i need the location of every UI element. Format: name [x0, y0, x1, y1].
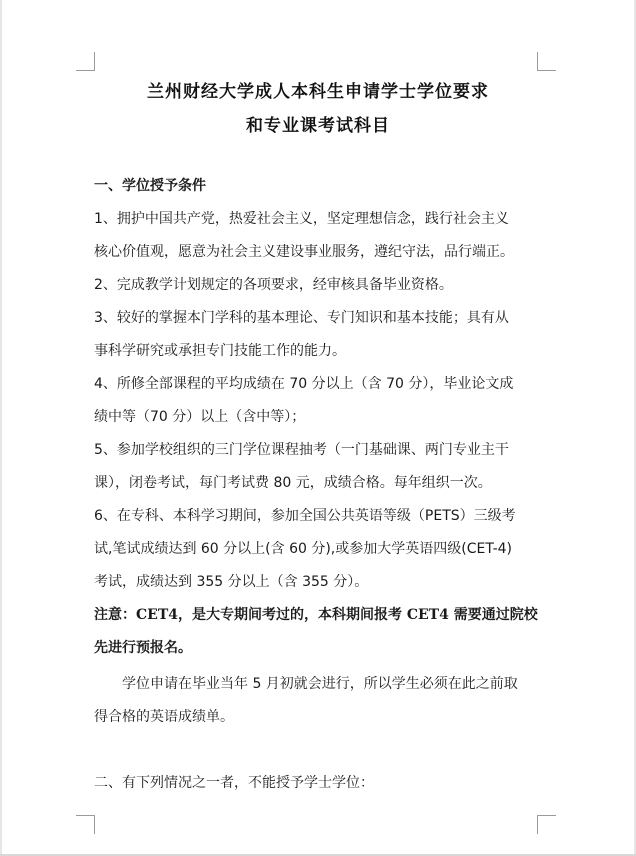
- item5-line2: 课），闭卷考试，每门考试费 80 元，成绩合格。每年组织一次。: [94, 475, 492, 491]
- item6-line2: 试,笔试成绩达到 60 分以上(含 60 分),或参加大学英语四级(CET-4): [94, 541, 513, 557]
- item3-line1: 3、较好的掌握本门学科的基本理论、专门知识和基本技能；具有从: [94, 310, 509, 326]
- margin-corner-bottom-left-icon: [76, 815, 95, 834]
- document-title-line1: 兰州财经大学成人本科生申请学士学位要求: [147, 82, 489, 102]
- section1-heading: 一、学位授予条件: [94, 178, 206, 194]
- section2-heading: 二、有下列情况之一者，不能授予学士学位：: [94, 775, 374, 791]
- margin-corner-bottom-right-icon: [537, 815, 556, 834]
- item6-line1: 6、在专科、本科学习期间，参加全国公共英语等级（PETS）三级考: [94, 508, 516, 524]
- paragraph-line1: 学位申请在毕业当年 5 月初就会进行，所以学生必须在此之前取: [94, 676, 518, 692]
- item2-line1: 2、完成教学计划规定的各项要求，经审核具备毕业资格。: [94, 277, 453, 293]
- note-line1: 注意：CET4，是大专期间考过的，本科期间报考 CET4 需要通过院校: [94, 607, 538, 623]
- item1-line2: 核心价值观，愿意为社会主义建设事业服务，遵纪守法，品行端正。: [94, 244, 514, 260]
- item5-line1: 5、参加学校组织的三门学位课程抽考（一门基础课、两门专业主干: [94, 442, 509, 458]
- item4-line2: 绩中等（70 分）以上（含中等）；: [94, 409, 306, 425]
- document-title-line2: 和专业课考试科目: [246, 116, 390, 136]
- margin-corner-top-right-icon: [537, 52, 556, 71]
- margin-corner-top-left-icon: [76, 52, 95, 71]
- note-line2: 先进行预报名。: [94, 640, 192, 656]
- item1-line1: 1、拥护中国共产党，热爱社会主义，坚定理想信念，践行社会主义: [94, 211, 509, 227]
- paragraph-line2: 得合格的英语成绩单。: [94, 709, 234, 725]
- item6-line3: 考试，成绩达到 355 分以上（含 355 分）。: [94, 574, 369, 590]
- item3-line2: 事科学研究或承担专门技能工作的能力。: [94, 343, 346, 359]
- item4-line1: 4、所修全部课程的平均成绩在 70 分以上（含 70 分），毕业论文成: [94, 376, 514, 392]
